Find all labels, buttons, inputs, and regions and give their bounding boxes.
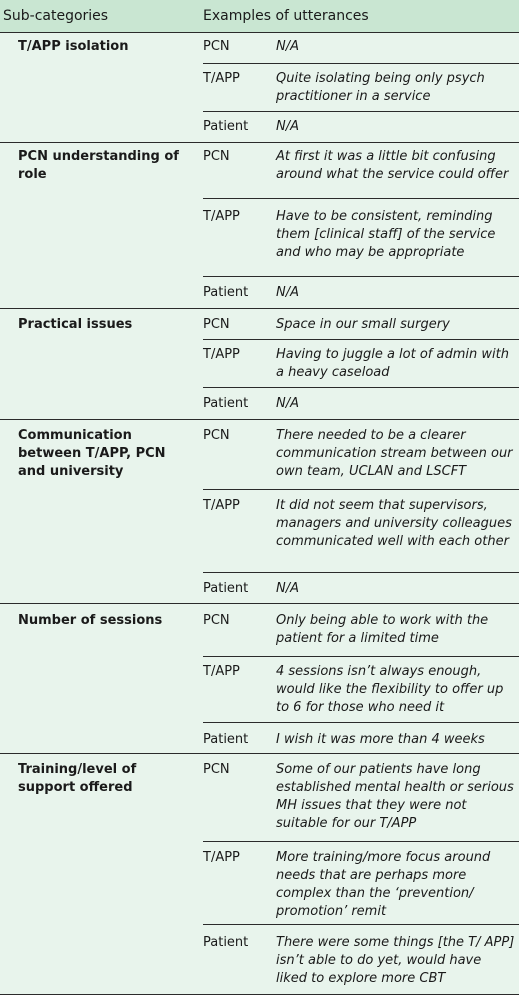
respondent-role: PCN [203,149,230,164]
subcategory-label: Communication between T/APP, PCN and university [18,428,166,479]
table-section [0,33,519,143]
header-examples: Examples of utterances [203,8,369,24]
respondent-role: Patient [203,396,249,411]
respondent-role: Patient [203,732,249,747]
table-row [203,722,519,754]
table-row [203,143,519,198]
utterance-text: Have to be consistent, reminding them [clinical staff] of the service and who may be appropriate [276,209,496,260]
subcategory-label: PCN understanding of role [18,149,179,182]
respondent-role: PCN [203,317,230,332]
utterance-text: N/A [276,285,299,300]
respondent-role: T/APP [203,850,240,865]
subcategory-label: T/APP isolation [18,39,129,54]
table-section [0,754,519,995]
table-section [0,143,519,309]
utterance-text: N/A [276,396,299,411]
utterance-text: N/A [276,581,299,596]
respondent-role: Patient [203,285,249,300]
table-row [203,339,519,388]
table-section [0,420,519,604]
table-row [203,63,519,112]
subcategory-label: Number of sessions [18,613,163,628]
utterance-text: Only being able to work with the patient for a limited time [276,613,489,646]
subcategory-label: Practical issues [18,317,133,332]
table-section [0,309,519,420]
table-row [203,387,519,420]
table-section [0,604,519,754]
table-row [203,33,519,63]
table-row [203,656,519,723]
table-row [203,489,519,573]
respondent-role: PCN [203,613,230,628]
table-row [203,572,519,604]
table-row [203,841,519,925]
table-row [203,309,519,339]
utterance-text: Some of our patients have long established mental health or serious MH issues that they were not suitable for our T/APP [276,762,514,831]
utterance-text: It did not seem that supervisors, managers and university colleagues communicated well with each other [276,498,512,549]
respondent-role: Patient [203,581,249,596]
respondent-role: Patient [203,119,249,134]
utterance-text: 4 sessions isn’t always enough, would like the flexibility to offer up to 6 for those who need it [276,664,504,715]
table-row [203,420,519,489]
utterance-text: Having to juggle a lot of admin with a heavy caseload [276,347,509,380]
header-subcategories: Sub-categories [3,8,109,24]
respondent-role: PCN [203,762,230,777]
table-header [0,0,519,33]
utterance-text: At first it was a little bit confusing around what the service could offer [276,149,509,182]
utterance-text: I wish it was more than 4 weeks [276,732,485,747]
respondent-role: T/APP [203,347,240,362]
respondent-role: T/APP [203,209,240,224]
respondent-role: T/APP [203,498,240,513]
respondent-role: PCN [203,39,230,54]
table-row [203,604,519,656]
utterance-text: Quite isolating being only psych practitioner in a service [276,71,485,104]
respondent-role: PCN [203,428,230,443]
subcategory-label: Training/level of support offered [18,762,137,795]
utterance-text: More training/more focus around needs that are perhaps more complex than the ‘prevention/ promotion’ remit [276,850,491,919]
table-row [203,276,519,309]
respondent-role: Patient [203,935,249,950]
respondent-role: T/APP [203,664,240,679]
utterance-text: There needed to be a clearer communication stream between our own team, UCLAN and LSCFT [276,428,513,479]
table-row [203,924,519,995]
utterance-text: There were some things [the T/ APP] isn’t able to do yet, would have liked to explore more CBT [276,935,515,986]
utterance-text: N/A [276,119,299,134]
table-row [203,754,519,841]
respondent-role: T/APP [203,71,240,86]
utterance-text: N/A [276,39,299,54]
utterance-text: Space in our small surgery [276,317,450,332]
table-row [203,198,519,277]
table-row [203,111,519,143]
